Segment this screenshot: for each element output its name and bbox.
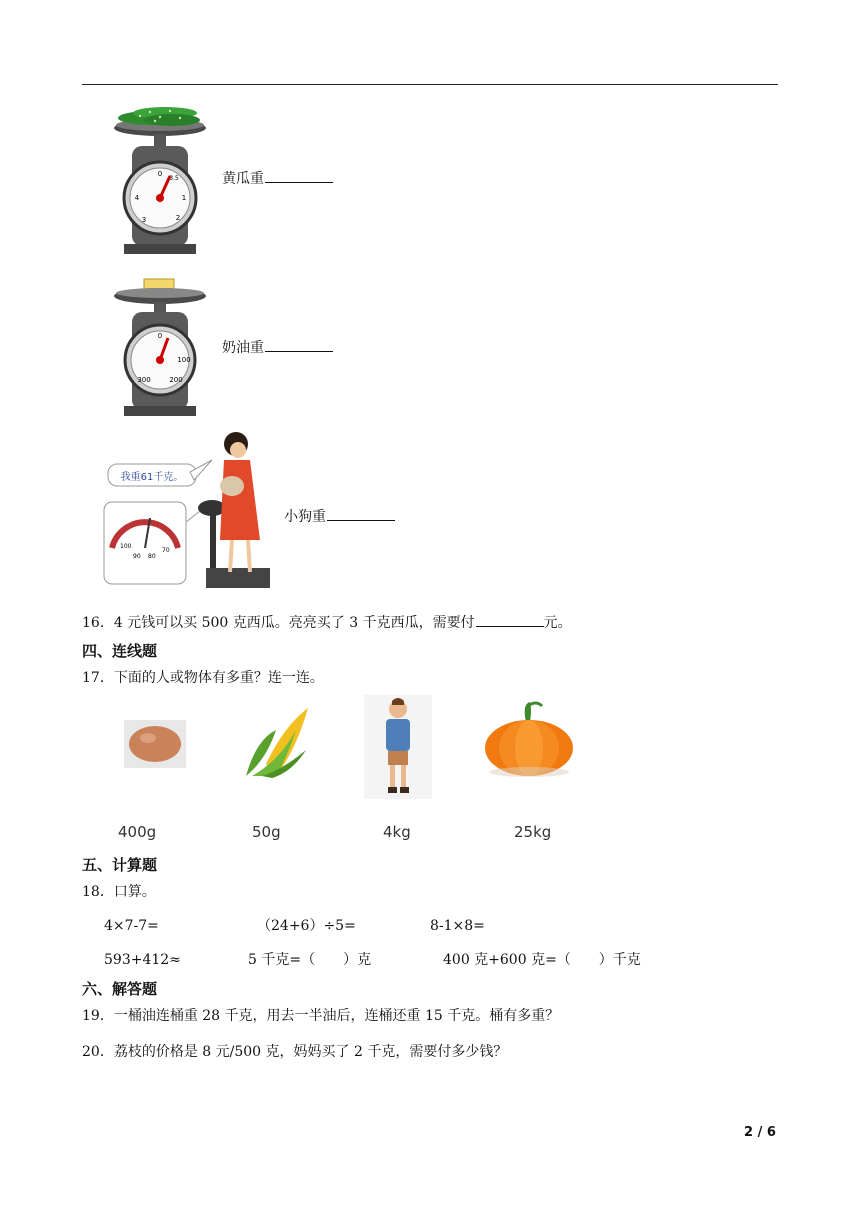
speech-bubble-text: 我重61千克。 xyxy=(120,472,184,483)
scale2-dial-200: 200 xyxy=(169,376,183,384)
scale2-dial-0: 0 xyxy=(157,332,163,340)
butter-scale-image xyxy=(110,276,210,418)
calc-item: 5 千克=（ ）克 xyxy=(248,952,372,968)
answer-blank[interactable] xyxy=(265,337,333,352)
dial-70: 70 xyxy=(162,547,170,554)
cucumber-scale-image xyxy=(110,98,210,256)
scale1-dial-2: 2 xyxy=(175,214,181,222)
header-rule xyxy=(82,84,778,85)
weight-label-4kg: 4kg xyxy=(383,823,411,841)
question-17: 17．下面的人或物体有多重？连一连。 xyxy=(82,670,324,686)
weight-label-25kg: 25kg xyxy=(514,823,552,841)
scale2-dial-100: 100 xyxy=(177,356,191,364)
calc-item: 593+412≈ xyxy=(104,952,181,968)
question-18: 18．口算。 xyxy=(82,884,156,900)
question-19: 19．一桶油连桶重 28 千克，用去一半油后，连桶还重 15 千克。桶有多重？ xyxy=(82,1008,560,1024)
scale1-dial-3: 3 xyxy=(141,216,147,224)
section-heading-matching: 四、连线题 xyxy=(82,642,158,660)
cucumber-weight-question: 黄瓜重 xyxy=(222,168,333,189)
scale1-dial-4: 4 xyxy=(134,194,140,202)
calc-item: 8-1×8= xyxy=(430,918,485,934)
puppy-shape xyxy=(220,476,244,496)
calc-item: （24+6）÷5= xyxy=(257,918,356,934)
weight-label-50g: 50g xyxy=(252,823,281,841)
dial-80: 80 xyxy=(148,553,156,560)
pumpkin-image xyxy=(482,700,576,780)
answer-blank[interactable] xyxy=(265,168,333,183)
scale1-dial-35: 3.5 xyxy=(169,175,179,182)
calc-item: 4×7-7= xyxy=(104,918,159,934)
section-heading-answer: 六、解答题 xyxy=(82,980,158,998)
section-heading-calculation: 五、计算题 xyxy=(82,856,158,874)
weight-label-400g: 400g xyxy=(118,823,157,841)
puppy-weight-question: 小狗重 xyxy=(284,506,395,527)
answer-blank[interactable] xyxy=(327,506,395,521)
answer-blank[interactable] xyxy=(476,612,544,627)
page-number: 2 / 6 xyxy=(744,1125,776,1140)
dial-100: 100 xyxy=(120,543,132,550)
scale1-dial-0: 0 xyxy=(157,170,163,178)
calc-item: 400 克+600 克=（ ）千克 xyxy=(443,952,641,968)
scale2-dial-300: 300 xyxy=(137,376,151,384)
butter-weight-question: 奶油重 xyxy=(222,337,333,358)
corn-image xyxy=(236,700,316,780)
scale1-dial-1: 1 xyxy=(181,194,187,202)
dial-90: 90 xyxy=(133,553,141,560)
boy-image xyxy=(364,695,432,799)
egg-image xyxy=(124,720,186,768)
question-20: 20．荔枝的价格是 8 元/500 克，妈妈买了 2 千克，需要付多少钱？ xyxy=(82,1044,508,1060)
girl-puppy-scale-image xyxy=(100,430,276,598)
question-16: 16．4 元钱可以买 500 克西瓜。亮亮买了 3 千克西瓜，需要付 元。 xyxy=(82,612,572,633)
